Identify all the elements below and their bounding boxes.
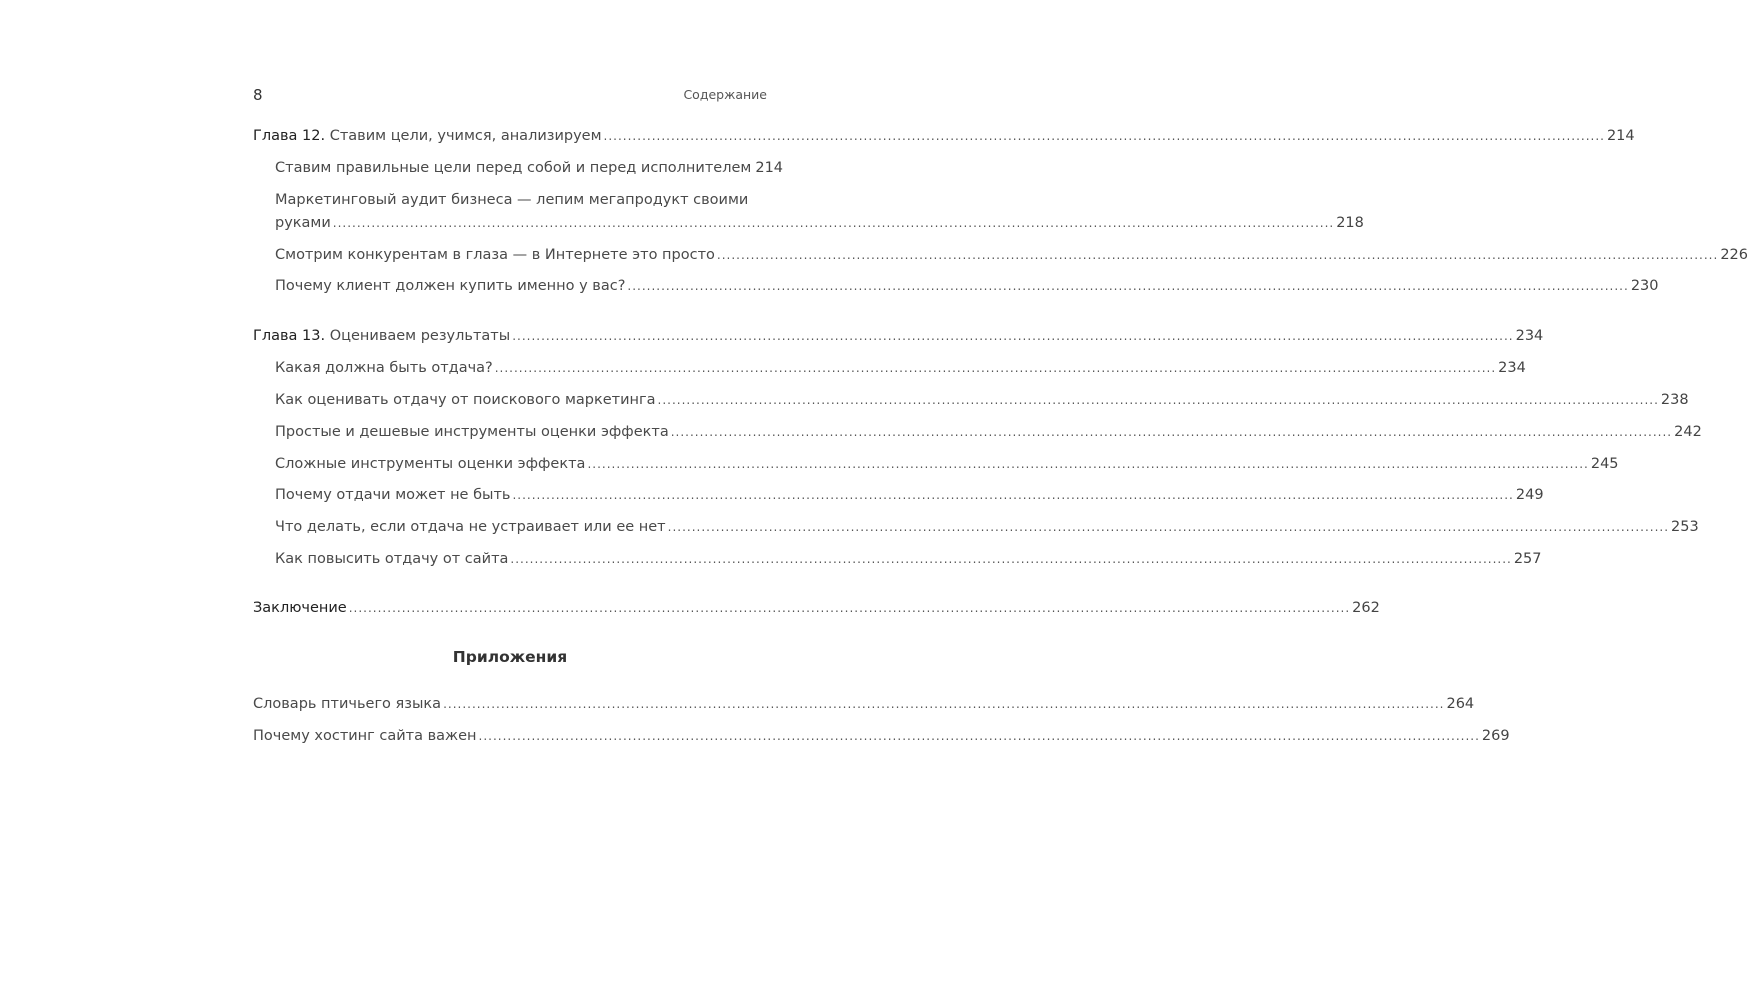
toc-entry bbox=[275, 157, 784, 179]
chapter-prefix: Глава 13. bbox=[253, 328, 326, 344]
toc-chapter-13 bbox=[253, 325, 1544, 347]
toc-page-number: 234 bbox=[1498, 360, 1526, 376]
toc-conclusion bbox=[253, 597, 1380, 619]
dot-leader bbox=[349, 597, 1350, 619]
toc-entry-label: Какая должна быть отдача? bbox=[275, 360, 493, 376]
running-title: Содержание bbox=[683, 87, 767, 102]
toc-entry-label: Заключение bbox=[253, 600, 347, 616]
appendices-heading: Приложения bbox=[452, 648, 568, 666]
chapter-title: Ставим цели, учимся, анализируем bbox=[325, 128, 602, 144]
toc-entry bbox=[275, 244, 1748, 266]
toc-page-number: 262 bbox=[1352, 600, 1380, 616]
dot-leader bbox=[671, 421, 1672, 443]
toc-page-number: 269 bbox=[1481, 728, 1510, 744]
dot-leader bbox=[604, 125, 1605, 147]
page-number: 8 bbox=[253, 86, 263, 104]
page-header bbox=[253, 86, 767, 108]
toc-entry-label: Почему клиент должен купить именно у вас? bbox=[275, 278, 626, 294]
toc-entry-label-line2: руками bbox=[275, 215, 331, 231]
toc-appendix-entry bbox=[253, 725, 1510, 747]
toc-page-number: 214 bbox=[1606, 128, 1635, 144]
dot-leader bbox=[443, 693, 1444, 715]
toc-page-number: 257 bbox=[1513, 551, 1542, 567]
toc-page-number: 214 bbox=[755, 160, 784, 176]
toc-appendix-entry bbox=[253, 693, 1475, 715]
chapter-title: Оцениваем результаты bbox=[325, 328, 511, 344]
toc-entry bbox=[275, 357, 1526, 379]
dot-leader bbox=[717, 244, 1718, 266]
toc-entry-label: Как повысить отдачу от сайта bbox=[275, 551, 509, 567]
toc-entry-label: Почему отдачи может не быть bbox=[275, 487, 511, 503]
toc-page-number: 218 bbox=[1336, 215, 1364, 231]
toc-entry-label: Словарь птичьего языка bbox=[253, 696, 442, 712]
toc-entry bbox=[275, 421, 1702, 443]
toc-entry-label: Смотрим конкурентам в глаза — в Интернете это просто bbox=[275, 247, 715, 263]
toc-page-number: 242 bbox=[1674, 424, 1702, 440]
toc-page-number: 230 bbox=[1630, 278, 1659, 294]
toc-entry bbox=[275, 484, 1544, 506]
toc-entry bbox=[275, 453, 1619, 475]
toc-entry-label: Сложные инструменты оценки эффекта bbox=[275, 456, 586, 472]
dot-leader bbox=[333, 212, 1334, 234]
toc-page-number: 245 bbox=[1590, 456, 1619, 472]
toc-entry-label-line1: Маркетинговый аудит бизнеса — лепим мегапродукт своими bbox=[275, 192, 749, 208]
toc-page-number: 234 bbox=[1515, 328, 1544, 344]
dot-leader bbox=[512, 484, 1513, 506]
toc-entry-label: Почему хостинг сайта важен bbox=[253, 728, 477, 744]
dot-leader bbox=[668, 516, 1669, 538]
toc-entry-label: Ставим правильные цели перед собой и перед исполнителем bbox=[275, 160, 752, 176]
toc-entry-label: Что делать, если отдача не устраивает или ее нет bbox=[275, 519, 666, 535]
dot-leader bbox=[510, 548, 1511, 570]
toc-entry-label bbox=[253, 325, 510, 347]
dot-leader bbox=[479, 725, 1480, 747]
toc-entry bbox=[275, 389, 1689, 411]
toc-page-number: 249 bbox=[1515, 487, 1544, 503]
toc-entry-label: Простые и дешевые инструменты оценки эффекта bbox=[275, 424, 669, 440]
dot-leader bbox=[495, 357, 1496, 379]
toc-entry bbox=[275, 548, 1542, 570]
dot-leader bbox=[658, 389, 1659, 411]
toc-page-number: 238 bbox=[1660, 392, 1689, 408]
toc-entry-label: Как оценивать отдачу от поискового маркетинга bbox=[275, 392, 656, 408]
dot-leader bbox=[512, 325, 1513, 347]
dot-leader bbox=[587, 453, 1588, 475]
toc-chapter-12 bbox=[253, 125, 1635, 147]
toc-entry-label bbox=[253, 125, 602, 147]
toc-page-number: 226 bbox=[1720, 247, 1748, 263]
dot-leader bbox=[627, 275, 1628, 297]
chapter-prefix: Глава 12. bbox=[253, 128, 326, 144]
toc-entry bbox=[275, 275, 1659, 297]
toc-page-number: 253 bbox=[1671, 519, 1699, 535]
toc-entry bbox=[275, 212, 1364, 234]
toc-entry bbox=[275, 516, 1699, 538]
toc-page-number: 264 bbox=[1446, 696, 1475, 712]
